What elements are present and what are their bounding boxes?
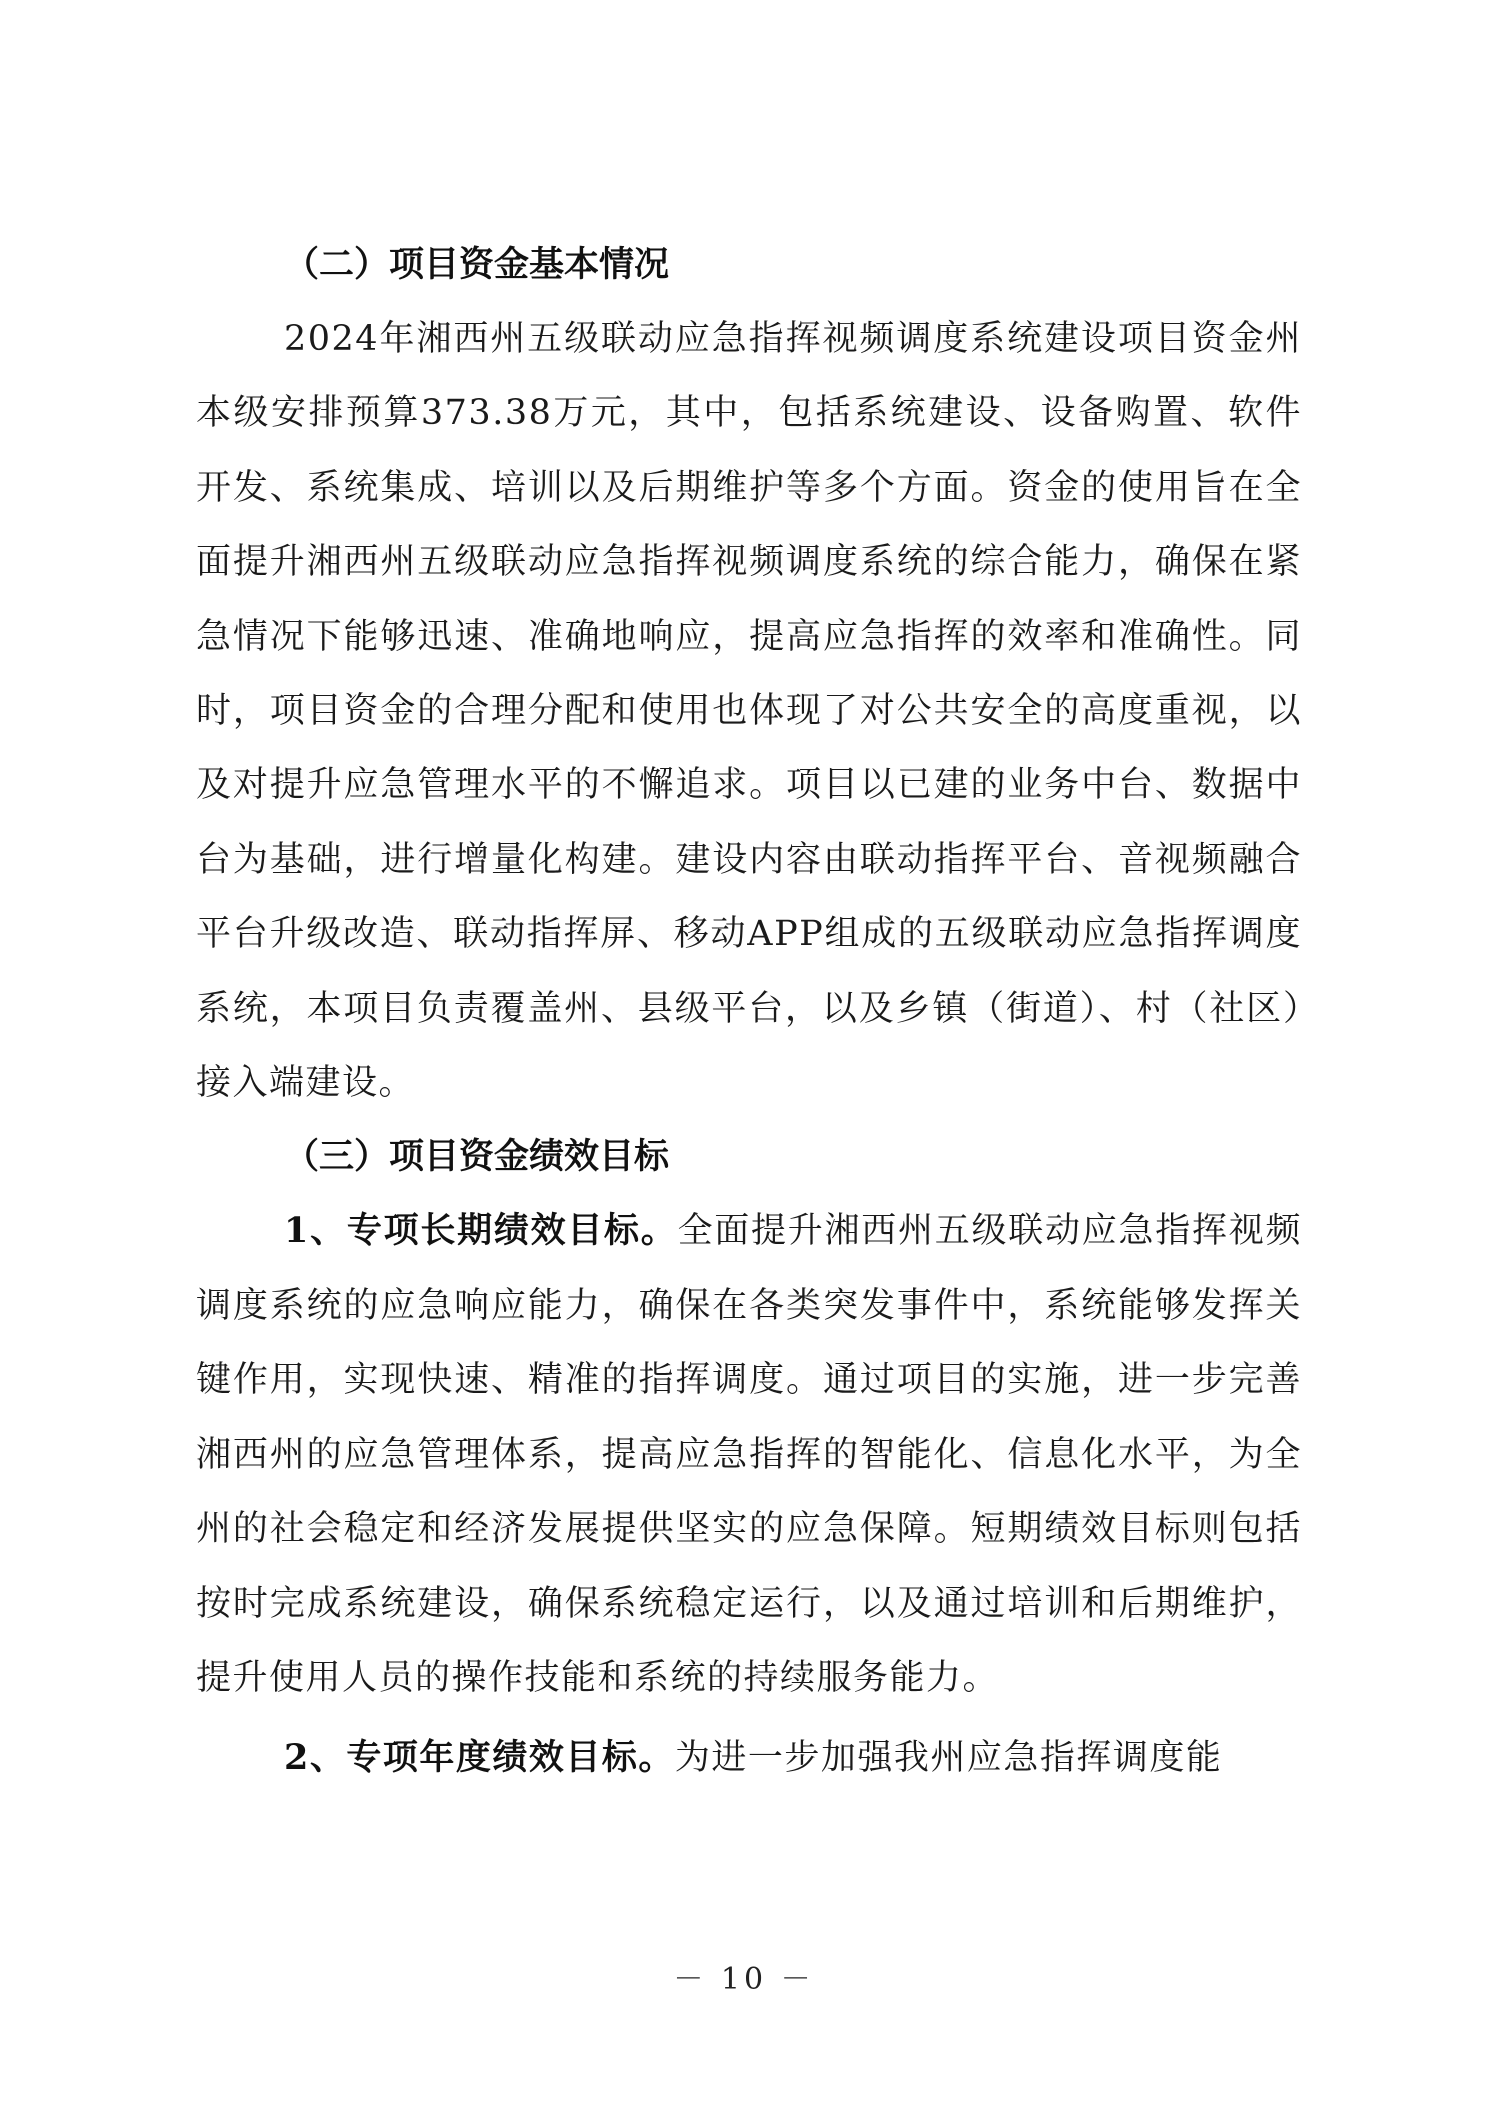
section-heading-fund-overview: （二）项目资金基本情况 xyxy=(284,244,670,285)
paragraph-annual-goal xyxy=(196,1721,1302,1795)
page-number: － 10 － xyxy=(673,1962,815,1997)
paragraph-long-term-goal xyxy=(196,1194,1302,1715)
long-term-goal-lead: 1、专项长期绩效目标。 xyxy=(284,1210,678,1252)
annual-goal-text: 为进一步加强我州应急指挥调度能 xyxy=(674,1738,1223,1779)
section-heading-performance-goals: （三）项目资金绩效目标 xyxy=(284,1136,670,1178)
document-body xyxy=(196,228,1302,1796)
paragraph-fund-overview: 2024年湘西州五级联动应急指挥视频调度系统建设项目资金州本级安排预算373.38万元，其中，包括系统建设、设备购置、软件开发、系统集成、培训以及后期维护等多个方面。资金的使用旨在全面提升湘西州五级联动应急指挥视频调度系统的综合能力，确保在紧急情况下能够迅速、准确地响应，提高应急指挥的效率和准确性。同时，项目资金的合理分配和使用也体现了对公共安全的高度重视，以及对提升应急管理水平的不懈追求。项目以已建的业务中台、数据中台为基础，进行增量化构建。建设内容由联动指挥平台、音视频融合平台升级改造、联动指挥屏、移动APP组成的五级联动应急指挥调度系统，本项目负责覆盖州、县级平台，以及乡镇（街道）、村（社区）接入端建设。 xyxy=(196,319,1302,1104)
annual-goal-lead: 2、专项年度绩效目标。 xyxy=(284,1737,675,1779)
long-term-goal-text: 全面提升湘西州五级联动应急指挥视频调度系统的应急响应能力，确保在各类突发事件中，系统能够发挥关键作用，实现快速、精准的指挥调度。通过项目的实施，进一步完善湘西州的应急管理体系，提高应急指挥的智能化、信息化水平，为全州的社会稳定和经济发展提供坚实的应急保障。短期绩效目标则包括按时完成系统建设，确保系统稳定运行，以及通过培训和后期维护，提升使用人员的操作技能和系统的持续服务能力。 xyxy=(196,1211,1302,1698)
